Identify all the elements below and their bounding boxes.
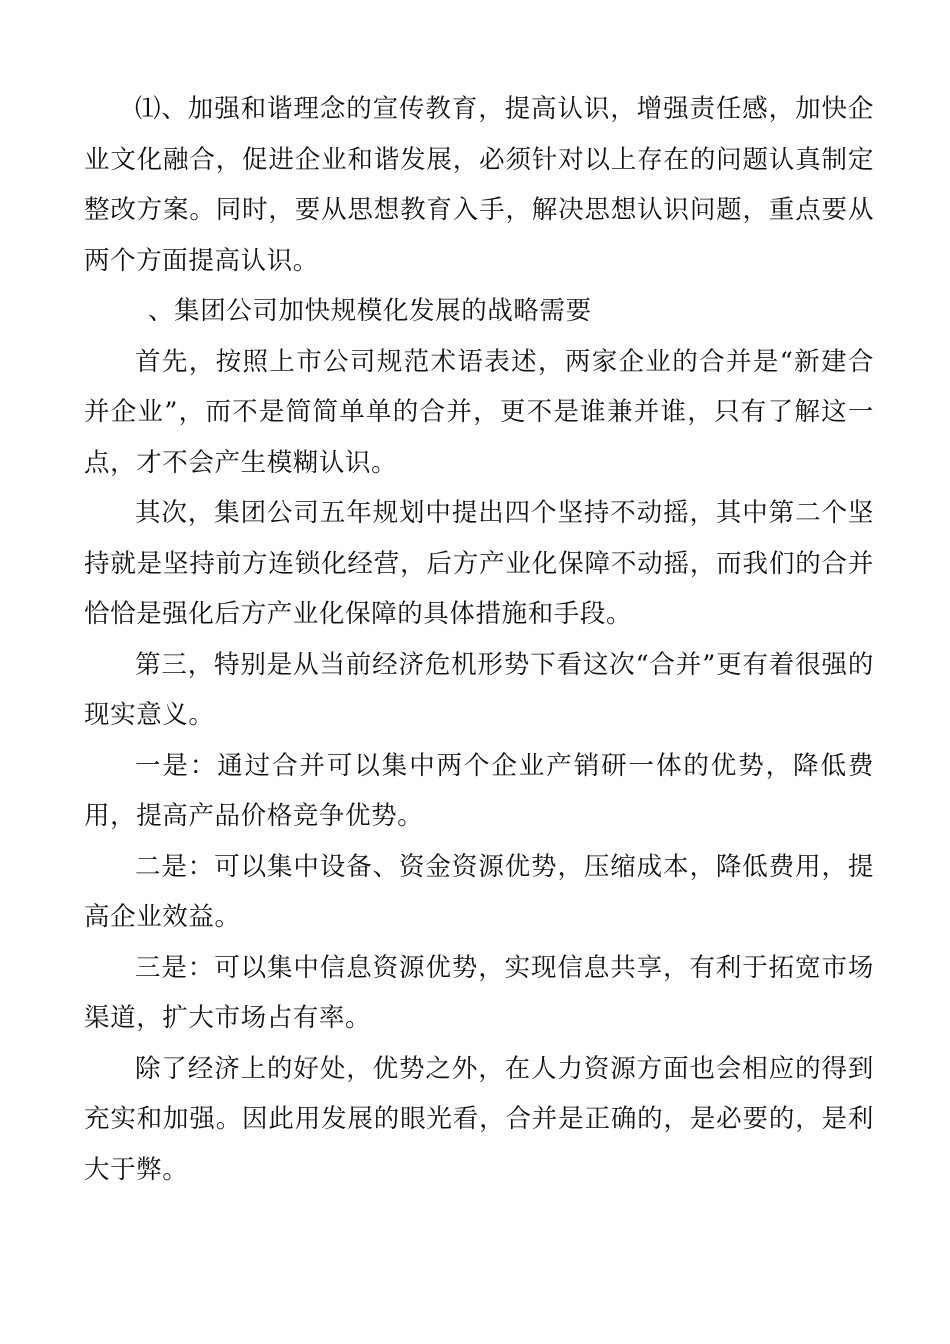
paragraph-point-one: 一是：通过合并可以集中两个企业产销研一体的优势，降低费用，提高产品价格竞争优势。 — [84, 750, 874, 831]
paragraph-point-three: 三是：可以集中信息资源优势，实现信息共享，有利于拓宽市场渠道，扩大市场占有率。 — [84, 952, 874, 1033]
paragraph-conclusion: 除了经济上的好处，优势之外，在人力资源方面也会相应的得到充实和加强。因此用发展的眼光看，合并是正确的，是必要的，是利大于弊。 — [84, 1053, 874, 1185]
section-heading-strategy: 、集团公司加快规模化发展的战略需要 — [148, 296, 592, 326]
paragraph-raise-awareness: ⑴、加强和谐理念的宣传教育，提高认识，增强责任感，加快企业文化融合，促进企业和谐发展，必须针对以上存在的问题认真制定整改方案。同时，要从思想教育入手，解决思想认识问题，重点要从两个方面提高认识。 — [84, 94, 874, 276]
paragraph-first: 首先，按照上市公司规范术语表述，两家企业的合并是“新建合并企业”，而不是简简单单的合并，更不是谁兼并谁，只有了解这一点，才不会产生模糊认识。 — [84, 346, 874, 478]
paragraph-point-two: 二是：可以集中设备、资金资源优势，压缩成本，降低费用，提高企业效益。 — [84, 851, 874, 932]
document-body — [84, 84, 874, 1195]
paragraph-second: 其次，集团公司五年规划中提出四个坚持不动摇，其中第二个坚持就是坚持前方连锁化经营，后方产业化保障不动摇，而我们的合并恰恰是强化后方产业化保障的具体措施和手段。 — [84, 498, 874, 629]
paragraph-third: 第三，特别是从当前经济危机形势下看这次“合并”更有着很强的现实意义。 — [84, 649, 874, 730]
